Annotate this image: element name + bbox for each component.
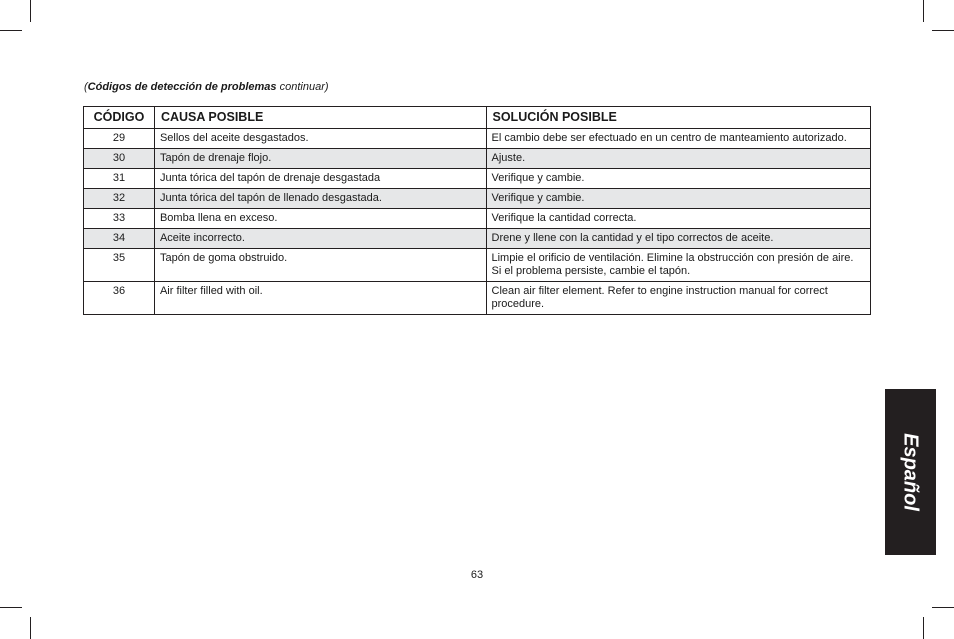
crop-mark-bottom-right-vertical xyxy=(923,617,924,639)
row-solution: Drene y llene con la cantidad y el tipo correctos de aceite. xyxy=(486,229,871,249)
row-code: 34 xyxy=(84,229,155,249)
caption-suffix: continuar) xyxy=(276,81,329,93)
crop-mark-bottom-left-vertical xyxy=(30,617,31,639)
language-tab xyxy=(885,389,936,555)
header-solution: SOLUCIÓN POSIBLE xyxy=(486,107,871,129)
row-solution: Ajuste. xyxy=(486,149,871,169)
row-code: 30 xyxy=(84,149,155,169)
table-row xyxy=(84,249,871,282)
row-cause: Tapón de goma obstruido. xyxy=(154,249,486,282)
troubleshooting-table xyxy=(83,106,871,315)
table-row xyxy=(84,169,871,189)
row-cause: Tapón de drenaje flojo. xyxy=(154,149,486,169)
row-solution: Verifique y cambie. xyxy=(486,169,871,189)
row-code: 35 xyxy=(84,249,155,282)
table-row xyxy=(84,229,871,249)
row-cause: Junta tórica del tapón de drenaje desgastada xyxy=(154,169,486,189)
language-tab-label: Español xyxy=(899,433,922,511)
crop-mark-top-left-horizontal xyxy=(0,30,22,31)
row-solution: Clean air filter element. Refer to engine instruction manual for correct procedure. xyxy=(486,282,871,315)
table-row xyxy=(84,149,871,169)
table-row xyxy=(84,209,871,229)
row-cause: Air filter filled with oil. xyxy=(154,282,486,315)
table-header-row xyxy=(84,107,871,129)
crop-mark-top-right-vertical xyxy=(923,0,924,22)
row-code: 32 xyxy=(84,189,155,209)
table-row xyxy=(84,189,871,209)
row-code: 33 xyxy=(84,209,155,229)
row-cause: Bomba llena en exceso. xyxy=(154,209,486,229)
caption-open-paren: ( xyxy=(84,81,88,93)
row-solution: Verifique la cantidad correcta. xyxy=(486,209,871,229)
crop-mark-top-left-vertical xyxy=(30,0,31,22)
row-cause: Aceite incorrecto. xyxy=(154,229,486,249)
header-cause: CAUSA POSIBLE xyxy=(154,107,486,129)
row-code: 36 xyxy=(84,282,155,315)
row-code: 31 xyxy=(84,169,155,189)
row-solution: Verifique y cambie. xyxy=(486,189,871,209)
caption-title: Códigos de detección de problemas xyxy=(87,81,277,93)
table-row xyxy=(84,282,871,315)
crop-mark-bottom-right-horizontal xyxy=(932,607,954,608)
page-number: 63 xyxy=(470,569,484,581)
header-code: CÓDIGO xyxy=(84,107,155,129)
row-cause: Sellos del aceite desgastados. xyxy=(154,129,486,149)
row-solution: El cambio debe ser efectuado en un centro de manteamiento autorizado. xyxy=(486,129,871,149)
crop-mark-top-right-horizontal xyxy=(932,30,954,31)
row-solution: Limpie el orificio de ventilación. Elimine la obstrucción con presión de aire. Si el problema persiste, cambie el tapón. xyxy=(486,249,871,282)
crop-mark-bottom-left-horizontal xyxy=(0,607,22,608)
row-cause: Junta tórica del tapón de llenado desgastada. xyxy=(154,189,486,209)
table-row xyxy=(84,129,871,149)
table-caption xyxy=(84,81,329,93)
row-code: 29 xyxy=(84,129,155,149)
